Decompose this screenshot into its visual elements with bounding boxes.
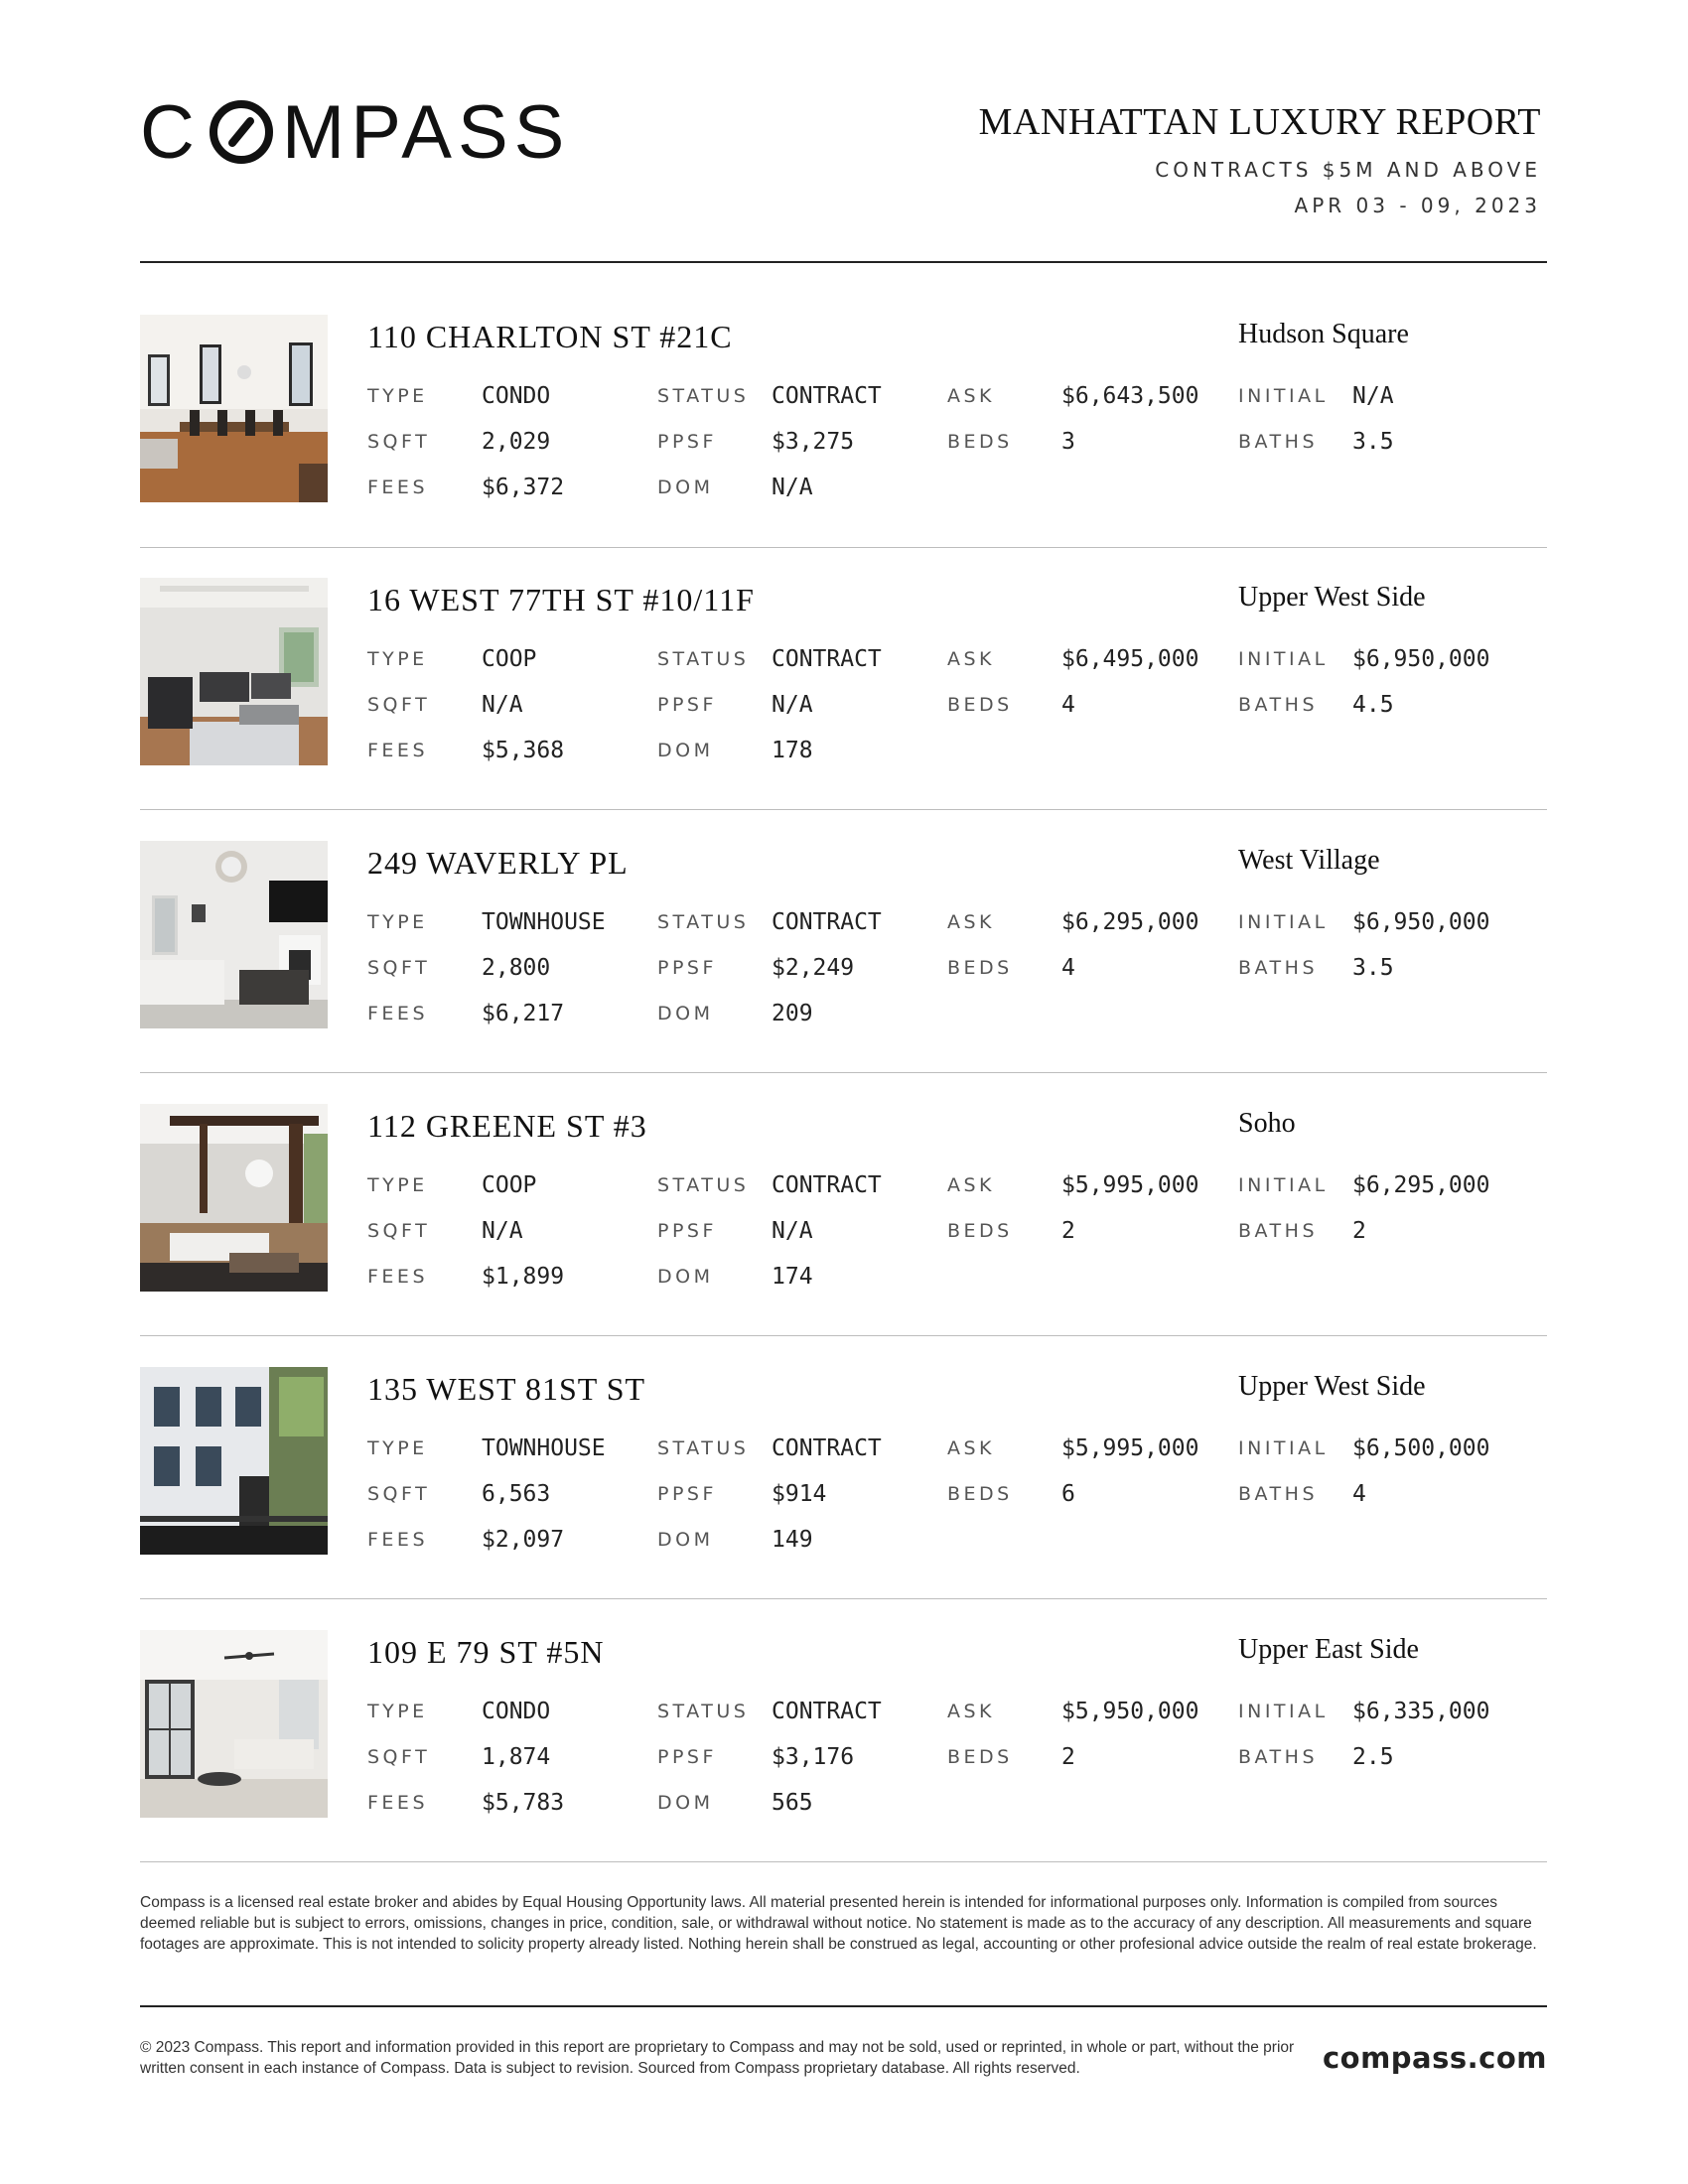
initial-value: $6,950,000 [1352,646,1490,672]
compass-o-mark-icon [207,97,276,167]
compass-logo: C MPASS [140,89,571,175]
ppsf-label: PPSF [657,957,717,979]
ask-value: $6,495,000 [1061,646,1199,672]
sqft-label: SQFT [367,1483,431,1505]
dom-label: DOM [657,477,714,498]
beds-value: 4 [1061,955,1075,981]
type-value: CONDO [482,1699,551,1724]
initial-value: $6,335,000 [1352,1699,1490,1724]
listing-card [140,578,1547,766]
status-value: CONTRACT [772,1435,882,1461]
listing-address: 112 GREENE ST #3 [367,1108,647,1144]
baths-value: 4 [1352,1481,1366,1507]
listing-neighborhood: Soho [1238,1108,1296,1139]
baths-label: BATHS [1238,1220,1319,1242]
fees-label: FEES [367,740,428,761]
listing-address: 109 E 79 ST #5N [367,1634,605,1670]
ask-label: ASK [947,1437,996,1459]
ppsf-value: N/A [772,1218,813,1244]
sqft-label: SQFT [367,1746,431,1768]
listing-divider [140,1861,1547,1862]
ppsf-value: $3,176 [772,1744,855,1770]
type-value: TOWNHOUSE [482,909,606,935]
fees-value: $6,217 [482,1001,565,1026]
type-value: TOWNHOUSE [482,1435,606,1461]
listing-neighborhood: Upper West Side [1238,582,1426,613]
status-label: STATUS [657,1701,750,1722]
report-date-range: APR 03 - 09, 2023 [1294,194,1541,217]
listing-divider [140,1598,1547,1599]
status-value: CONTRACT [772,909,882,935]
beds-value: 4 [1061,692,1075,718]
ask-value: $6,643,500 [1061,383,1199,409]
beds-value: 3 [1061,429,1075,455]
listing-neighborhood: West Village [1238,845,1380,876]
initial-label: INITIAL [1238,1174,1329,1196]
baths-label: BATHS [1238,1483,1319,1505]
type-label: TYPE [367,385,428,407]
beds-label: BEDS [947,1220,1013,1242]
listing-card [140,841,1547,1029]
ask-label: ASK [947,648,996,670]
listing-photo [140,841,328,1028]
status-label: STATUS [657,385,750,407]
ppsf-label: PPSF [657,431,717,453]
baths-value: 2.5 [1352,1744,1394,1770]
initial-label: INITIAL [1238,1701,1329,1722]
fees-label: FEES [367,1003,428,1024]
fees-value: $6,372 [482,475,565,500]
ask-value: $5,995,000 [1061,1435,1199,1461]
sqft-label: SQFT [367,1220,431,1242]
baths-label: BATHS [1238,1746,1319,1768]
listing-divider [140,547,1547,548]
footer-divider [140,2005,1547,2007]
report-title: MANHATTAN LUXURY REPORT [978,101,1541,143]
type-label: TYPE [367,911,428,933]
baths-value: 3.5 [1352,955,1394,981]
fees-label: FEES [367,1792,428,1814]
baths-value: 4.5 [1352,692,1394,718]
baths-label: BATHS [1238,431,1319,453]
dom-label: DOM [657,1003,714,1024]
ppsf-label: PPSF [657,694,717,716]
beds-label: BEDS [947,694,1013,716]
listing-card [140,1367,1547,1556]
type-label: TYPE [367,1437,428,1459]
sqft-value: N/A [482,1218,523,1244]
ask-value: $5,950,000 [1061,1699,1199,1724]
listing-address: 16 WEST 77TH ST #10/11F [367,582,755,617]
listing-address: 110 CHARLTON ST #21C [367,319,733,354]
listing-neighborhood: Upper East Side [1238,1634,1419,1665]
sqft-value: 1,874 [482,1744,551,1770]
fees-value: $1,899 [482,1264,565,1290]
ask-label: ASK [947,1174,996,1196]
ppsf-value: $914 [772,1481,827,1507]
ppsf-value: $3,275 [772,429,855,455]
listing-address: 135 WEST 81ST ST [367,1371,646,1407]
initial-label: INITIAL [1238,385,1329,407]
ask-label: ASK [947,911,996,933]
beds-label: BEDS [947,957,1013,979]
sqft-label: SQFT [367,957,431,979]
listing-divider [140,809,1547,810]
header-divider [140,261,1547,263]
ask-label: ASK [947,385,996,407]
listing-neighborhood: Upper West Side [1238,1371,1426,1402]
status-label: STATUS [657,648,750,670]
report-header [979,99,1541,218]
dom-label: DOM [657,1792,714,1814]
dom-value: 174 [772,1264,813,1290]
listing-photo [140,578,328,765]
initial-value: $6,500,000 [1352,1435,1490,1461]
listing-photo [140,1630,328,1818]
ask-label: ASK [947,1701,996,1722]
type-label: TYPE [367,1701,428,1722]
dom-value: 209 [772,1001,813,1026]
beds-value: 6 [1061,1481,1075,1507]
initial-label: INITIAL [1238,1437,1329,1459]
website-link[interactable]: compass.com [1322,2041,1547,2075]
beds-label: BEDS [947,1483,1013,1505]
fees-value: $2,097 [482,1527,565,1553]
fees-label: FEES [367,1529,428,1551]
baths-label: BATHS [1238,957,1319,979]
ppsf-value: N/A [772,692,813,718]
dom-value: 565 [772,1790,813,1816]
baths-value: 2 [1352,1218,1366,1244]
type-value: COOP [482,646,537,672]
ask-value: $6,295,000 [1061,909,1199,935]
initial-value: $6,295,000 [1352,1172,1490,1198]
ask-value: $5,995,000 [1061,1172,1199,1198]
dom-label: DOM [657,740,714,761]
beds-label: BEDS [947,431,1013,453]
type-label: TYPE [367,1174,428,1196]
type-label: TYPE [367,648,428,670]
dom-label: DOM [657,1529,714,1551]
sqft-label: SQFT [367,431,431,453]
beds-label: BEDS [947,1746,1013,1768]
listing-address: 249 WAVERLY PL [367,845,629,881]
fees-value: $5,368 [482,738,565,763]
fees-label: FEES [367,477,428,498]
dom-value: 149 [772,1527,813,1553]
listing-photo [140,315,328,502]
ppsf-value: $2,249 [772,955,855,981]
listing-photo [140,1367,328,1555]
status-value: CONTRACT [772,646,882,672]
status-value: CONTRACT [772,383,882,409]
listing-divider [140,1335,1547,1336]
status-label: STATUS [657,1437,750,1459]
listing-card [140,1104,1547,1293]
beds-value: 2 [1061,1218,1075,1244]
fees-label: FEES [367,1266,428,1288]
dom-label: DOM [657,1266,714,1288]
status-label: STATUS [657,1174,750,1196]
listing-neighborhood: Hudson Square [1238,319,1409,349]
initial-label: INITIAL [1238,911,1329,933]
baths-value: 3.5 [1352,429,1394,455]
sqft-value: 2,029 [482,429,551,455]
status-label: STATUS [657,911,750,933]
ppsf-label: PPSF [657,1746,717,1768]
dom-value: 178 [772,738,813,763]
fees-value: $5,783 [482,1790,565,1816]
initial-label: INITIAL [1238,648,1329,670]
initial-value: N/A [1352,383,1394,409]
sqft-value: N/A [482,692,523,718]
listing-card [140,1630,1547,1819]
initial-value: $6,950,000 [1352,909,1490,935]
disclaimer-text: Compass is a licensed real estate broker and abides by Equal Housing Opportunity laws. All material presented herein is intended for informational purposes only. Information is compiled from sources deemed reliable but is subject to errors, omissions, changes in price, condition, sale, or withdrawal without notice. No statement is made as to the accuracy of any description. All measurements and square footages are approximate. This is not intended to solicity property already listed. Nothing herein shall be construed as legal, accounting or other profesional advice outside the realm of real estate brokerage. [140,1894,1537,1953]
baths-label: BATHS [1238,694,1319,716]
ppsf-label: PPSF [657,1483,717,1505]
dom-value: N/A [772,475,813,500]
listing-divider [140,1072,1547,1073]
copyright-text: © 2023 Compass. This report and information provided in this report are proprietary to Compass and may not be sold, used or reprinted, in whole or part, without the prior written consent in each instance of Compass. Data is subject to revision. Sourced from Compass proprietary database. All rights reserved. [140,2039,1295,2077]
type-value: CONDO [482,383,551,409]
type-value: COOP [482,1172,537,1198]
report-subtitle: CONTRACTS $5M AND ABOVE [1155,158,1541,182]
sqft-label: SQFT [367,694,431,716]
listing-card [140,315,1547,503]
status-value: CONTRACT [772,1172,882,1198]
status-value: CONTRACT [772,1699,882,1724]
sqft-value: 2,800 [482,955,551,981]
ppsf-label: PPSF [657,1220,717,1242]
sqft-value: 6,563 [482,1481,551,1507]
beds-value: 2 [1061,1744,1075,1770]
listing-photo [140,1104,328,1292]
